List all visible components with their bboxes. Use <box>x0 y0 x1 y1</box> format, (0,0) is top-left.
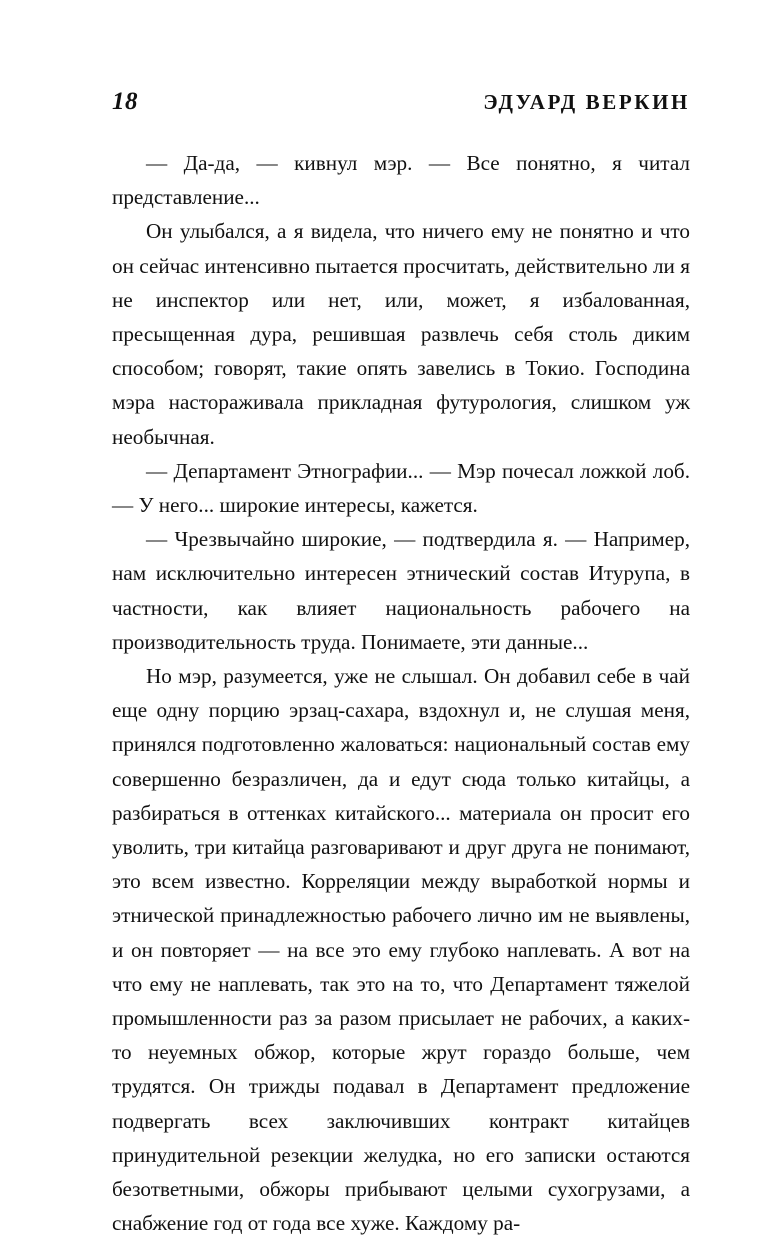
paragraph: — Департамент Этнографии... — Мэр почесал ложкой лоб. — У него... широкие интересы, кажется. <box>112 458 690 518</box>
paragraph: — Чрезвычайно широкие, — подтвердила я. — Например, нам исключительно интересен этнический состав Итурупа, в частности, как влияет национальность рабочего на производительность труда. Понимаете, эти данные... <box>112 527 690 654</box>
paragraph: Но мэр, разумеется, уже не слышал. Он добавил себе в чай еще одну порцию эрзац-сахара, вздохнул и, не слушая меня, принялся подготовленно жаловаться: национальный состав ему совершенно безразличен, да и едут сюда только китайцы, а разбираться в оттенках китайского... материала он просит его уволить, три китайца разговаривают и друг друга не понимают, это всем известно. Корреляции между выработкой нормы и этнической принадлежностью рабочего лично им не выявлены, и он повторяет — на все это ему глубоко наплевать. А вот на что ему не наплевать, так это на то, что Департамент тяжелой промышленности раз за разом присылает не рабочих, а каких-то неуемных обжор, которые жрут гораздо больше, чем трудятся. Он трижды подавал в Департамент предложение подвергать всех заключивших контракт китайцев принудительной резекции желудка, но его записки остаются безответными, обжоры прибывают целыми сухогрузами, а снабжение год от года все хуже. Каждому ра- <box>112 664 690 1236</box>
page-number: 18 <box>112 88 138 115</box>
running-head <box>112 88 690 116</box>
body-text <box>112 146 690 1241</box>
paragraph: Он улыбался, а я видела, что ничего ему не понятно и что он сейчас интенсивно пытается просчитать, действительно ли я не инспектор или нет, или, может, я избалованная, пресыщенная дура, решившая развлечь себя столь диким способом; говорят, такие опять завелись в Токио. Господина мэра настораживала прикладная футурология, слишком уж необычная. <box>112 219 690 449</box>
paragraph: — Да-да, — кивнул мэр. — Все понятно, я читал представление... <box>112 151 690 210</box>
running-head-author: ЭДУАРД ВЕРКИН <box>483 90 690 114</box>
